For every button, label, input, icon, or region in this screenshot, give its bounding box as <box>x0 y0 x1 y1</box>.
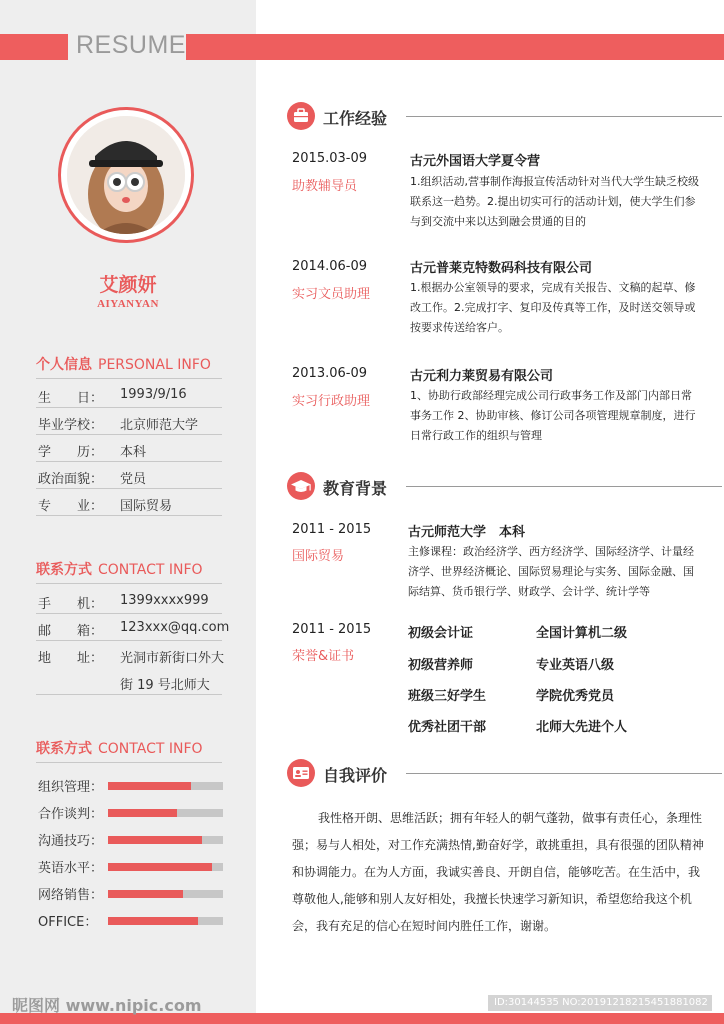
education-school: 古元师范大学 本科 <box>408 525 526 540</box>
skill-row <box>38 803 228 823</box>
graduation-cap-icon <box>287 472 315 500</box>
skills-divider <box>36 762 222 763</box>
skill-label: 沟通技巧： <box>38 834 104 849</box>
email-value: 123xxx@qq.com <box>120 620 230 635</box>
work-company: 古元利力莱贸易有限公司 <box>410 369 554 384</box>
skill-bar-fill <box>108 782 191 790</box>
header-bar-left <box>0 34 68 60</box>
work-desc: 1、协助行政部经理完成公司行政事务工作及部门内部日常事务工作 2、协助审核、修订公司各项管理规章制度，进行日常行政工作的组织与管理 <box>410 389 696 442</box>
resume-title: RESUME <box>76 31 186 59</box>
info-row-major <box>36 489 222 516</box>
skill-bar-track <box>108 836 223 844</box>
info-label: 专 业： <box>38 499 104 514</box>
work-company: 古元普莱克特数码科技有限公司 <box>410 261 593 276</box>
info-value: 国际贸易 <box>120 499 173 514</box>
header-bar-right <box>186 34 724 60</box>
contact-row-email <box>36 614 230 641</box>
info-label: 邮 箱： <box>38 624 104 639</box>
skills-title-en: CONTACT INFO <box>98 741 203 757</box>
work-date: 2014.06-09 <box>292 259 367 274</box>
watermark-id: ID:30144535 NO:20191218215451881082 <box>488 995 712 1011</box>
work-role: 实习文员助理 <box>292 287 371 302</box>
skill-bar-fill <box>108 836 202 844</box>
work-company: 古元外国语大学夏令营 <box>410 154 541 169</box>
contact-title-en: CONTACT INFO <box>98 562 203 578</box>
skill-label: 合作谈判： <box>38 807 104 822</box>
awards-label: 荣誉&证书 <box>292 649 355 664</box>
education-section-line <box>406 486 722 487</box>
info-label: 地 址： <box>38 651 104 666</box>
award-item: 初级会计证 <box>408 626 474 641</box>
watermark-site: 昵图网 www.nipic.com <box>12 996 202 1015</box>
avatar-portrait-icon <box>67 116 185 234</box>
info-value: 北京师范大学 <box>120 418 199 433</box>
info-label: 毕业学校： <box>38 418 104 433</box>
id-card-icon <box>287 759 315 787</box>
work-desc: 1.根据办公室领导的要求，完成有关报告、文稿的起草、修改工作。2.完成打字、复印及传真等工作，及时送交领导或按要求传送给客户。 <box>410 281 696 334</box>
work-date: 2013.06-09 <box>292 366 367 381</box>
personal-info-title-cn: 个人信息 <box>36 357 92 373</box>
skill-bar-track <box>108 782 223 790</box>
info-row-politics <box>36 462 222 489</box>
work-section-line <box>406 116 722 117</box>
row-divider <box>36 515 222 516</box>
skill-row <box>38 911 228 931</box>
info-label: 生 日： <box>38 391 104 406</box>
info-value: 党员 <box>120 472 147 487</box>
info-row-school <box>36 408 222 435</box>
personal-info-divider <box>36 378 222 379</box>
briefcase-icon <box>287 102 315 130</box>
work-date: 2015.03-09 <box>292 151 367 166</box>
skill-label: OFFICE： <box>38 915 98 930</box>
skills-title-cn: 联系方式 <box>36 741 92 757</box>
self-eval-text: 我性格开朗、思维活跃；拥有年轻人的朝气蓬勃，做事有责任心，条理性强；易与人相处，对工作充满热情,勤奋好学，敢挑重担，具有很强的团队精神和协调能力。在为人方面，我诚实善良、开朗自信，能够吃苦。在生活中，我尊敬他人,能够和别人友好相处，我擅长快速学习新知识，希望您给我这个机会，我有充足的信心在短时间内胜任工作，谢谢。 <box>292 811 704 933</box>
personal-info-heading <box>36 354 211 374</box>
skill-bar-track <box>108 890 223 898</box>
self-eval-section-line <box>406 773 722 774</box>
skill-bar-fill <box>108 809 177 817</box>
education-courses: 主修课程：政治经济学、西方经济学、国际经济学、计量经济学、世界经济概论、国际贸易理论与实务、国际金融、国际结算、货币银行学、财政学、会计学、统计学等 <box>408 545 694 598</box>
awards-date: 2011 - 2015 <box>292 622 372 637</box>
info-label: 手 机： <box>38 597 104 612</box>
info-label: 政治面貌： <box>38 472 104 487</box>
education-date: 2011 - 2015 <box>292 522 372 537</box>
award-item: 专业英语八级 <box>536 658 615 673</box>
work-section-title: 工作经验 <box>323 109 388 128</box>
avatar <box>67 116 185 234</box>
award-item: 初级营养师 <box>408 658 474 673</box>
profile-name-cn: 艾颜妍 <box>99 274 157 296</box>
skill-row <box>38 776 228 796</box>
contact-row-address <box>36 641 225 695</box>
skill-label: 英语水平： <box>38 861 104 876</box>
address-value-line2: 街 19 号北师大 <box>120 678 210 693</box>
education-major: 国际贸易 <box>292 549 345 564</box>
personal-info-title-en: PERSONAL INFO <box>98 357 211 373</box>
award-item: 班级三好学生 <box>408 689 487 704</box>
contact-divider <box>36 583 222 584</box>
phone-value: 1399xxxx999 <box>120 593 209 608</box>
skill-bar-track <box>108 917 223 925</box>
skill-row <box>38 884 228 904</box>
row-divider <box>36 694 222 695</box>
skill-label: 组织管理： <box>38 780 104 795</box>
skills-heading <box>36 738 203 758</box>
skill-bar-fill <box>108 917 198 925</box>
skill-bar-track <box>108 863 223 871</box>
contact-row-phone <box>36 587 222 614</box>
self-eval-section-title: 自我评价 <box>323 766 388 785</box>
education-section-title: 教育背景 <box>323 479 388 498</box>
award-item: 北师大先进个人 <box>536 720 628 735</box>
skill-label: 网络销售： <box>38 888 104 903</box>
skill-row <box>38 857 228 877</box>
skill-bar-track <box>108 809 223 817</box>
profile-name-en: AIYANYAN <box>97 298 159 310</box>
award-item: 全国计算机二级 <box>536 626 628 641</box>
info-label: 学 历： <box>38 445 104 460</box>
info-row-degree <box>36 435 222 462</box>
info-row-birthday <box>36 381 222 408</box>
info-value: 本科 <box>120 445 147 460</box>
contact-title-cn: 联系方式 <box>36 562 92 578</box>
work-role: 助教辅导员 <box>292 179 358 194</box>
address-value: 光洞市新街口外大 <box>120 651 225 666</box>
skill-row <box>38 830 228 850</box>
award-item: 学院优秀党员 <box>536 689 615 704</box>
award-item: 优秀社团干部 <box>408 720 487 735</box>
work-desc: 1.组织活动,营事制作海报宣传活动针对当代大学生缺乏校级联系这一趋势。2.提出切实可行的活动计划，使大学生们参与到交流中来以达到融会贯通的目的 <box>410 175 699 228</box>
skill-bar-fill <box>108 890 183 898</box>
skill-bar-fill <box>108 863 212 871</box>
contact-heading <box>36 559 203 579</box>
work-role: 实习行政助理 <box>292 394 371 409</box>
info-value: 1993/9/16 <box>120 387 187 402</box>
